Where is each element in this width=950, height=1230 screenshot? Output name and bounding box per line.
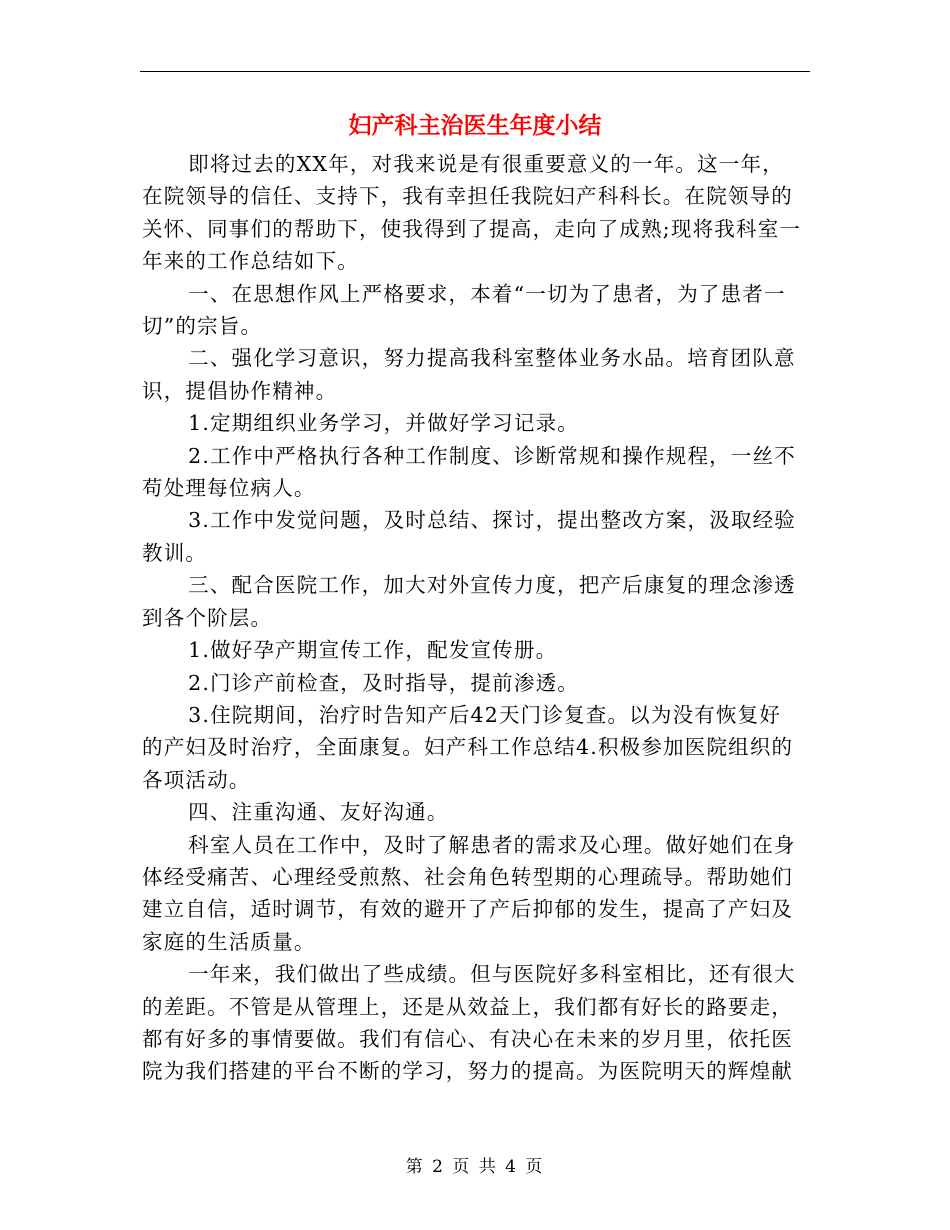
paragraph: 3.工作中发觉问题，及时总结、探讨，提出整改方案，汲取经验教训。 [142, 508, 796, 565]
paragraph: 1.做好孕产期宣传工作，配发宣传册。 [188, 638, 558, 663]
paragraph: 科室人员在工作中，及时了解患者的需求及心理。做好她们在身体经受痛苦、心理经受煎熬、社会角色转型期的心理疏导。帮助她们建立自信，适时调节，有效的避开了产后抑郁的发生，提高了产妇及家庭的生活质量。 [142, 832, 796, 954]
paragraph: 四、注重沟通、友好沟通。 [188, 800, 449, 825]
paragraph: 一年来，我们做出了些成绩。但与医院好多科室相比，还有很大的差距。不管是从管理上，还是从效益上，我们都有好长的路要走，都有好多的事情要做。我们有信心、有决心在未来的岁月里，依托医院为我们搭建的平台不断的学习，努力的提高。为医院明天的辉煌献 [142, 962, 796, 1084]
paragraph: 即将过去的XX年，对我来说是有很重要意义的一年。这一年，在院领导的信任、支持下，我有幸担任我院妇产科科长。在院领导的关怀、同事们的帮助下，使我得到了提高，走向了成熟;现将我科室一年来的工作总结如下。 [142, 152, 802, 274]
page-number-footer: 第 2 页 共 4 页 [405, 1157, 545, 1177]
paragraph: 1.定期组织业务学习，并做好学习记录。 [188, 411, 579, 436]
document-body [142, 148, 802, 1088]
paragraph: 3.住院期间，治疗时告知产后42天门诊复查。以为没有恢复好的产妇及时治疗，全面康复。妇产科工作总结4.积极参加医院组织的各项活动。 [142, 702, 794, 792]
paragraph: 一、在思想作风上严格要求，本着“一切为了患者，为了患者一切”的宗旨。 [142, 281, 786, 339]
paragraph: 2.门诊产前检查，及时指导，提前渗透。 [188, 670, 579, 695]
paragraph: 二、强化学习意识，努力提高我科室整体业务水品。培育团队意识，提倡协作精神。 [142, 346, 796, 403]
document-title: 妇产科主治医生年度小结 [348, 113, 602, 139]
paragraph: 三、配合医院工作，加大对外宣传力度，把产后康复的理念渗透到各个阶层。 [142, 573, 796, 630]
header-rule [140, 71, 810, 72]
paragraph: 2.工作中严格执行各种工作制度、诊断常规和操作规程，一丝不苟处理每位病人。 [142, 443, 796, 501]
